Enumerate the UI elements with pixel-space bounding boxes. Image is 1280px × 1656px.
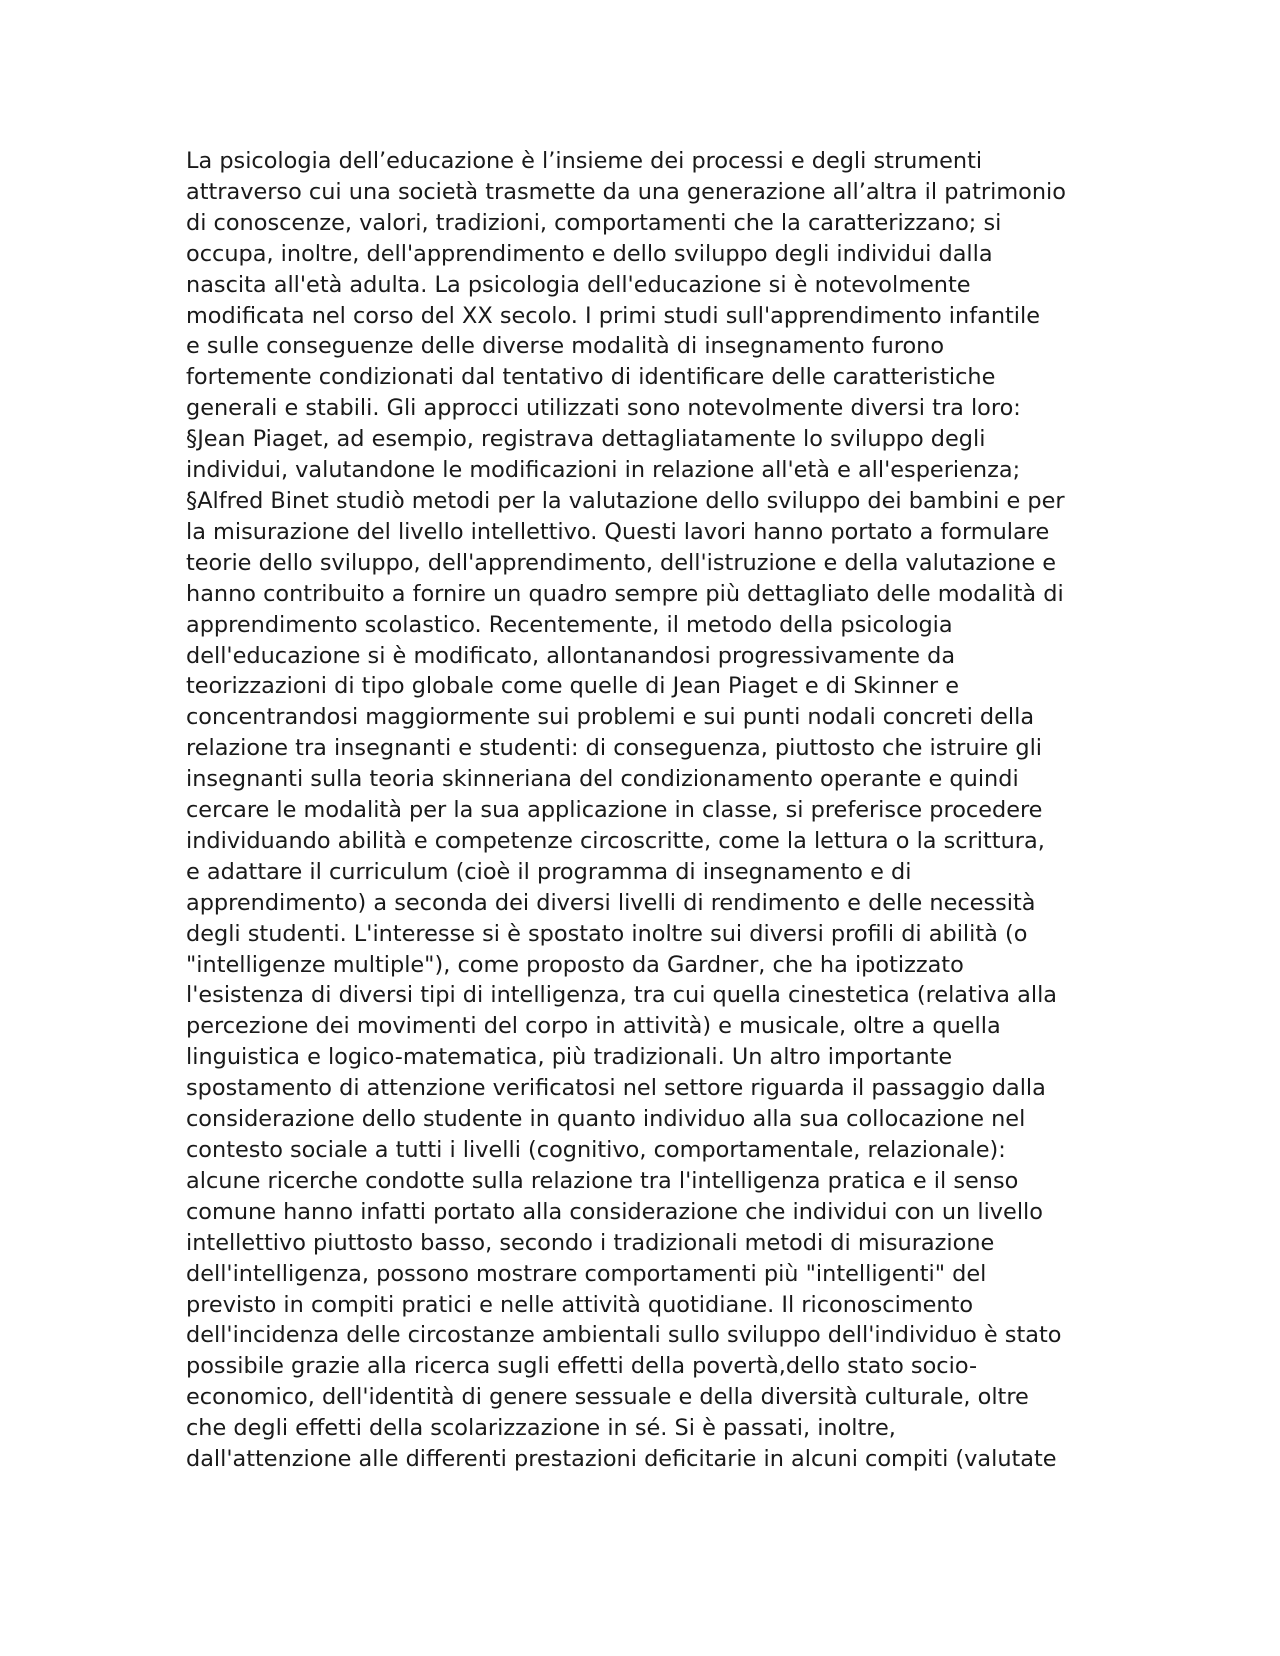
text-line: §Jean Piaget, ad esempio, registrava dettagliatamente lo sviluppo degli xyxy=(186,426,986,453)
text-line: previsto in compiti pratici e nelle attività quotidiane. Il riconoscimento xyxy=(186,1291,974,1318)
text-line: la misurazione del livello intellettivo. Questi lavori hanno portato a formulare xyxy=(186,518,1050,545)
text-line: occupa, inoltre, dell'apprendimento e dello sviluppo degli individui dalla xyxy=(186,240,993,267)
text-line: teorizzazioni di tipo globale come quelle di Jean Piaget e di Skinner e xyxy=(186,673,959,700)
text-line: generali e stabili. Gli approcci utilizzati sono notevolmente diversi tra loro: xyxy=(186,395,1021,422)
text-line: nascita all'età adulta. La psicologia dell'educazione si è notevolmente xyxy=(186,271,971,298)
text-line: dell'educazione si è modificato, allontanandosi progressivamente da xyxy=(186,642,956,669)
text-line: attraverso cui una società trasmette da una generazione all’altra il patrimonio xyxy=(186,178,1066,205)
text-line: che degli effetti della scolarizzazione in sé. Si è passati, inoltre, xyxy=(186,1415,896,1442)
text-line: dell'intelligenza, possono mostrare comportamenti più "intelligenti" del xyxy=(186,1260,987,1287)
text-line: La psicologia dell’educazione è l’insieme dei processi e degli strumenti xyxy=(186,148,983,174)
text-line: individui, valutandone le modificazioni in relazione all'età e all'esperienza; xyxy=(186,457,1021,484)
text-line: apprendimento scolastico. Recentemente, il metodo della psicologia xyxy=(186,611,953,638)
text-line: l'esistenza di diversi tipi di intelligenza, tra cui quella cinestetica (relativa alla xyxy=(186,982,1058,1009)
text-line: comune hanno infatti portato alla considerazione che individui con un livello xyxy=(186,1198,1043,1225)
text-line: relazione tra insegnanti e studenti: di conseguenza, piuttosto che istruire gli xyxy=(186,735,1043,762)
text-line: individuando abilità e competenze circoscritte, come la lettura o la scrittura, xyxy=(186,827,1045,854)
text-line: modificata nel corso del XX secolo. I primi studi sull'apprendimento infantile xyxy=(186,302,1041,329)
body-text xyxy=(186,146,1106,1475)
text-line: linguistica e logico-matematica, più tradizionali. Un altro importante xyxy=(186,1044,953,1071)
text-line: §Alfred Binet studiò metodi per la valutazione dello sviluppo dei bambini e per xyxy=(186,487,1065,514)
text-line: hanno contribuito a fornire un quadro sempre più dettagliato delle modalità di xyxy=(186,580,1064,607)
text-line: intellettivo piuttosto basso, secondo i tradizionali metodi di misurazione xyxy=(186,1229,995,1256)
text-line: economico, dell'identità di genere sessuale e della diversità culturale, oltre xyxy=(186,1384,1029,1411)
text-line: percezione dei movimenti del corpo in attività) e musicale, oltre a quella xyxy=(186,1013,1001,1040)
text-line: "intelligenze multiple"), come proposto da Gardner, che ha ipotizzato xyxy=(186,951,964,978)
text-line: contesto sociale a tutti i livelli (cognitivo, comportamentale, relazionale): xyxy=(186,1137,1006,1163)
text-line: spostamento di attenzione verificatosi nel settore riguarda il passaggio dalla xyxy=(186,1075,1046,1102)
text-line: insegnanti sulla teoria skinneriana del condizionamento operante e quindi xyxy=(186,766,1019,793)
text-line: cercare le modalità per la sua applicazione in classe, si preferisce procedere xyxy=(186,797,1043,824)
text-line: e sulle conseguenze delle diverse modalità di insegnamento furono xyxy=(186,333,945,360)
text-line: di conoscenze, valori, tradizioni, comportamenti che la caratterizzano; si xyxy=(186,209,1002,236)
text-line: considerazione dello studente in quanto individuo alla sua collocazione nel xyxy=(186,1106,1026,1133)
text-line: teorie dello sviluppo, dell'apprendimento, dell'istruzione e della valutazione e xyxy=(186,549,1057,576)
text-line: degli studenti. L'interesse si è spostato inoltre sui diversi profili di abilità (o xyxy=(186,920,1028,947)
text-line: fortemente condizionati dal tentativo di identificare delle caratteristiche xyxy=(186,364,996,391)
text-line: e adattare il curriculum (cioè il programma di insegnamento e di xyxy=(186,858,912,885)
text-line: dall'attenzione alle differenti prestazioni deficitarie in alcuni compiti (valutate xyxy=(186,1446,1057,1473)
text-line: dell'incidenza delle circostanze ambientali sullo sviluppo dell'individuo è stato xyxy=(186,1322,1062,1349)
text-line: concentrandosi maggiormente sui problemi e sui punti nodali concreti della xyxy=(186,704,1035,731)
text-line: possibile grazie alla ricerca sugli effetti della povertà,dello stato socio- xyxy=(186,1353,978,1380)
text-line: alcune ricerche condotte sulla relazione tra l'intelligenza pratica e il senso xyxy=(186,1167,1019,1194)
text-line: apprendimento) a seconda dei diversi livelli di rendimento e delle necessità xyxy=(186,889,1036,916)
